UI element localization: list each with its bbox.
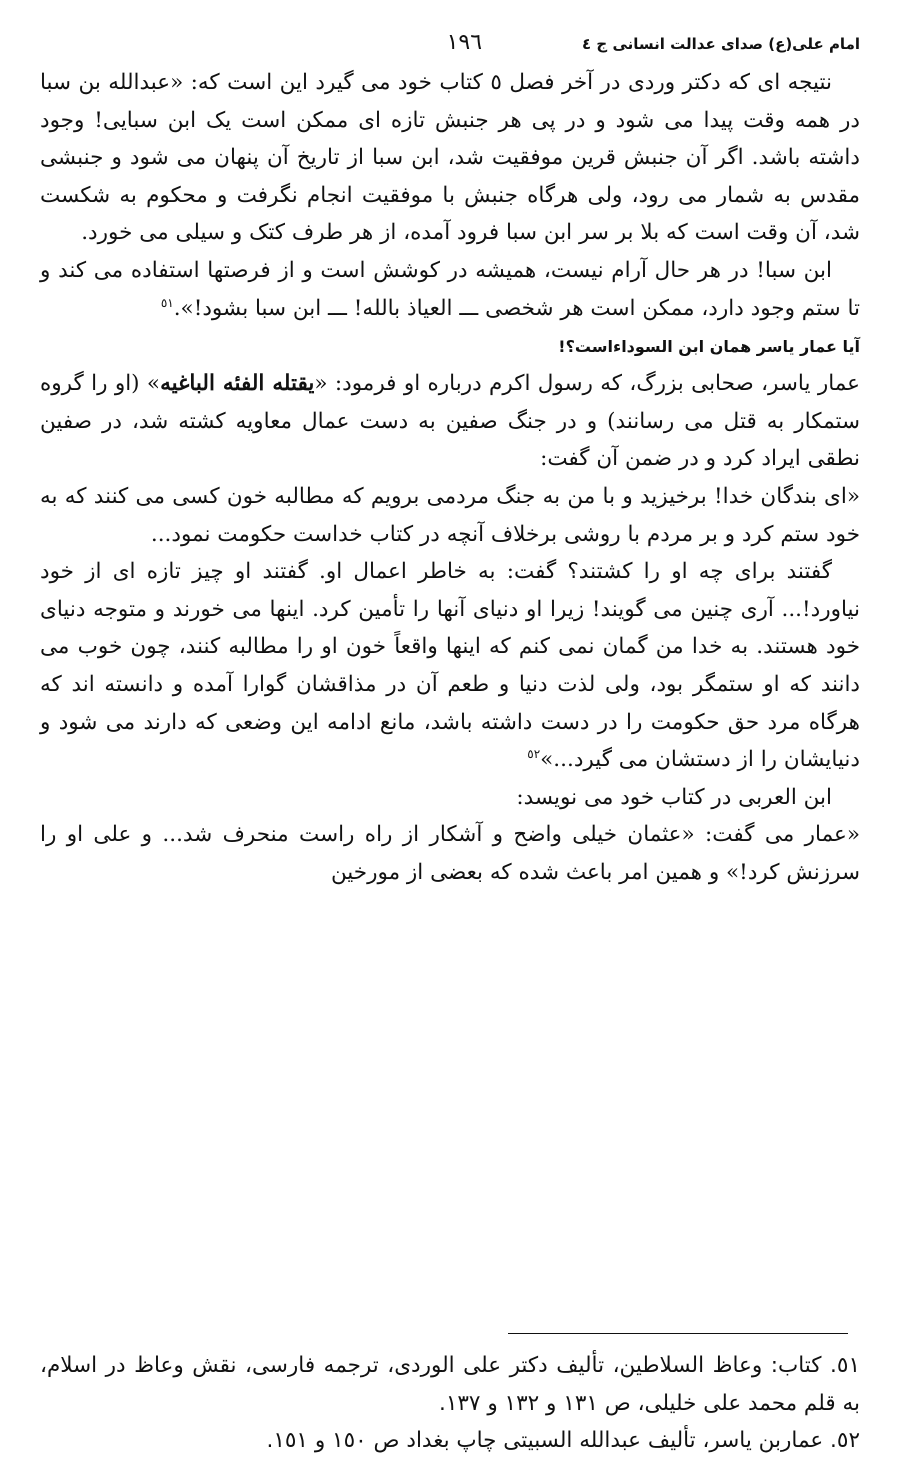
- paragraph-6: ابن العربی در کتاب خود می نویسد:: [516, 784, 832, 810]
- page-body: [40, 30, 860, 891]
- paragraph-7: «عمار می گفت: «عثمان خیلی واضح و آشکار از راه راست منحرف شد... و علی او را سرزنش کرد!» و همین امر باعث شده که بعضی از مورخین: [40, 822, 860, 885]
- footnote-ref-51: ٥١: [160, 295, 174, 310]
- paragraph-2: [40, 252, 860, 327]
- footnote-ref-52: ٥٢: [527, 746, 541, 761]
- page-number: ١٩٦: [446, 30, 483, 55]
- footnote-51: ٥١. کتاب: وعاظ السلاطین، تألیف دکتر علی الوردی، ترجمه فارسی، نقش وعاظ در اسلام، به قلم محمد علی خلیلی، ص ١٣١ و ١٣٢ و ١٣٧.: [40, 1353, 860, 1416]
- paragraph-5: [40, 553, 860, 779]
- page-header: [40, 30, 860, 64]
- footnote-52: ٥٢. عماربن یاسر، تألیف عبدالله السبیتی چاپ بغداد ص ١٥٠ و ١٥١.: [266, 1428, 860, 1454]
- running-title: امام علی(ع) صدای عدالت انسانی ج ٤: [582, 35, 860, 53]
- paragraph-1: نتیجه ای که دکتر وردی در آخر فصل ٥ کتاب خود می گیرد این است که: «عبدالله بن سبا در همه وقت پیدا می شود و در پی هر جنبش تازه ای ممکن است یک ابن سبایی! وجود داشته باشد. اگر آن جنبش قرین موفقیت شد، ابن سبا از تاریخ آن پنهان می شود و جنبشی مقدس به شمار می رود، ولی هرگاه جنبش با موفقیت انجام نگرفت و محکوم به شکست شد، آن وقت است که بلا بر سر ابن سبا فرود آمده، از هر طرف کتک و سیلی می خورد.: [40, 70, 860, 246]
- paragraph-5-text: گفتند برای چه او را کشتند؟ گفت: به خاطر اعمال او. گفتند او چیز تازه ای از خود نیاورد!... آری چنین می گویند! زیرا او دنیای آنها را تأمین کرد. اینها می خورند و متوجه دنیای خود هستند. به خدا من گمان نمی کنم که اینها واقعاً خون او را مطالبه کنند، چون خوب می دانند که او ستمگر بود، ولی لذت دنیا و طعم آن در مذاقشان گوارا آمده و دانسته اند که هرگاه مرد حق حکومت را در دست داشته باشد، مانع ادامه این وضعی که دارند می شود و دنیایشان را از دستشان می گیرد...»: [40, 559, 860, 773]
- footnote-divider: [508, 1333, 848, 1334]
- paragraph-3-text-a: عمار یاسر، صحابی بزرگ، که رسول اکرم درباره او فرمود: «: [314, 371, 861, 397]
- hadith-quote: یقتله الفئه الباغیه: [160, 371, 315, 397]
- section-heading: آیا عمار یاسر همان ابن السوداءاست؟!: [558, 337, 860, 357]
- paragraph-3-text-b: » (او را گروه ستمکار به قتل می رسانند) و در جنگ صفین به دست عمال معاویه کشته شد، در صفین نطقی ایراد کرد و در ضمن آن گفت:: [40, 371, 860, 472]
- paragraph-4: «ای بندگان خدا! برخیزید و با من به جنگ مردمی برویم که مطالبه خون کسی می کنند که به خود ستم کرد و بر مردم با روشی برخلاف آنچه در کتاب خداست حکومت نمود...: [40, 483, 860, 547]
- footnotes: [40, 1347, 860, 1460]
- paragraph-2-text: ابن سبا! در هر حال آرام نیست، همیشه در کوشش است و از فرصتها استفاده می کند و تا ستم وجود دارد، ممکن است هر شخصی ـــ العیاذ بالله! ـــ ابن سبا بشود!».: [40, 257, 860, 321]
- paragraph-3: [40, 365, 860, 478]
